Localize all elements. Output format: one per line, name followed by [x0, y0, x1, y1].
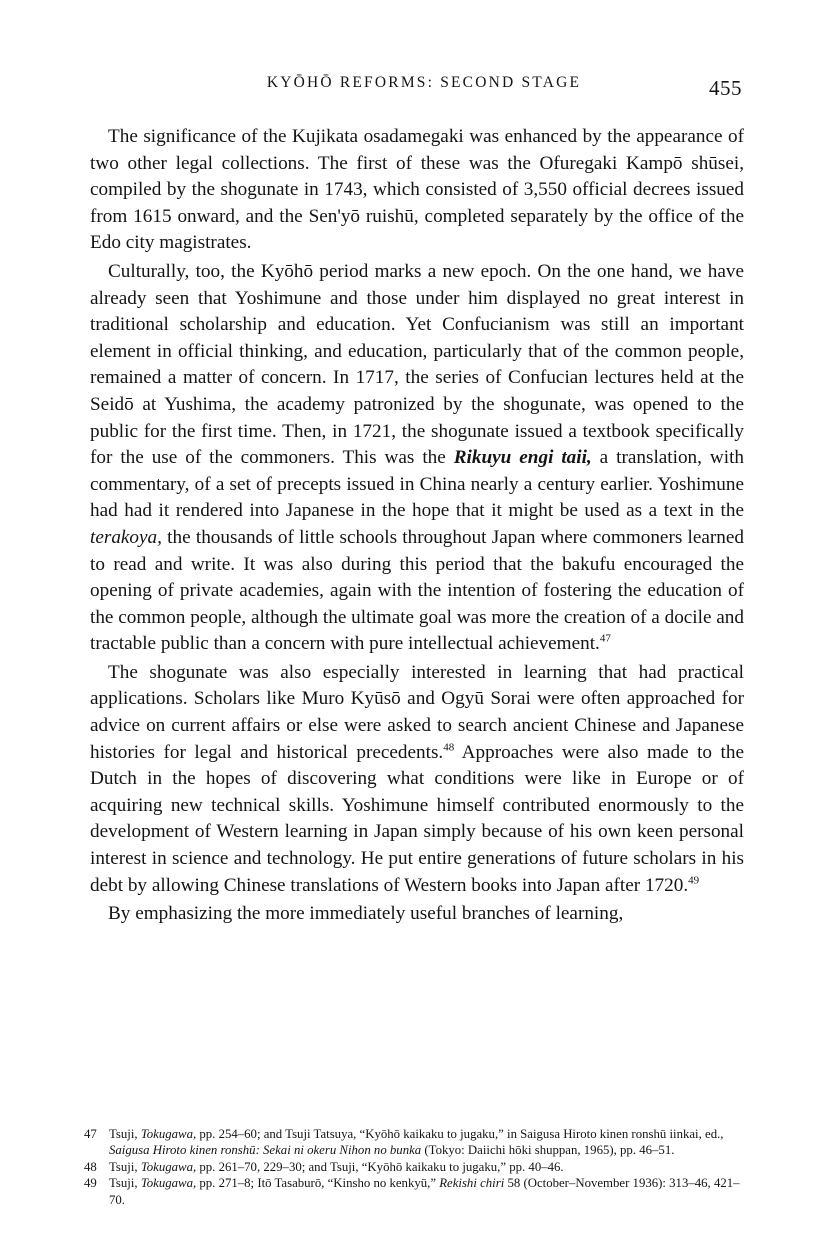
footnote-text: 58 (October–November 1936): 313–46, 421–70.	[109, 1176, 740, 1207]
paragraph-1-text: The significance of the Kujikata osadamegaki was enhanced by the appearance of two other legal collections. The first of these was the Ofuregaki Kampō shūsei, compiled by the shogunate in 1743, which consisted of 3,550 official decrees issued from 1615 onward, and the Sen'yō ruishū, completed separately by the office of the Edo city magistrates.	[90, 126, 744, 254]
footnote-text: pp. 254–60; and Tsuji Tatsuya, “Kyōhō kaikaku to jugaku,” in Saigusa Hiroto kinen ronshū iinkai, ed.,	[196, 1127, 724, 1141]
paragraph-2-text-e: the thousands of little schools throughout Japan where commoners learned to read and write. It was also during this period that the bakufu encouraged the opening of private academies, again with the intention of fostering the education of the common people, although the ultimate goal was more the creation of a docile and tractable public than a concern with pure intellectual achievement.	[90, 526, 744, 655]
paragraph-2-text-a: Culturally, too, the Kyōhō period marks a new epoch. On the one hand, we have already seen that Yoshimune and those under him displayed no great interest in traditional scholarship and education. Yet Confucianism was still an important element in official thinking, and education, particularly that of the common people, remained a matter of concern. In 1717, the series of Confucian lectures held at the Seidō at Yushima, the academy patronized by the shogunate, was opened to the public for the first time. Then, in 1721, the shogunate issued a textbook specifically for the use of the commoners. This was the	[90, 260, 744, 469]
footnote-citation-title: Tokugawa,	[140, 1176, 197, 1191]
footnote-text: (Tokyo: Daiichi hōki shuppan, 1965), pp. 46–51.	[421, 1143, 675, 1158]
footnote-47	[84, 1126, 746, 1159]
footnote-text: pp. 271–8; Itō Tasaburō, “Kinsho no kenkyū,”	[196, 1176, 440, 1191]
paragraph-3	[90, 660, 744, 899]
footnote-number: 47	[84, 1127, 97, 1141]
footnote-citation-title: Tokugawa,	[140, 1127, 197, 1141]
footnote-citation-title: Saigusa Hiroto kinen ronshū: Sekai ni okeru Nihon no bunka	[109, 1143, 422, 1158]
footnotes	[84, 1126, 746, 1208]
page-number: 455	[709, 76, 742, 100]
footnote-number: 48	[84, 1159, 97, 1174]
paragraph-2-text-c: a translation, with commentary, of a set of precepts issued in China nearly a century earlier. Yoshimune had had it rendered into Japanese in the hope that it might be used as a text in the	[90, 447, 745, 522]
paragraph-3-text-b: Approaches were also made to the Dutch in the hopes of discovering what conditions were like in Europe or of acquiring new technical skills. Yoshimune himself contributed enormously to the development of Western learning in Japan simply because of his own keen personal interest in science and technology. He put entire generations of future scholars in his debt by allowing Chinese translations of Western books into Japan after 1720.	[90, 741, 744, 896]
footnote-text: Tsuji,	[109, 1159, 141, 1174]
paragraph-3-text-a: The shogunate was also especially interested in learning that had practical applications. Scholars like Muro Kyūsō and Ogyū Sorai were often approached for advice on current affairs or else were asked to search ancient Chinese and Japanese histories for legal and historical precedents.	[90, 661, 744, 763]
footnote-text: Tsuji,	[109, 1176, 141, 1191]
footnote-ref-47[interactable]: 47	[599, 632, 611, 645]
footnote-48	[84, 1159, 746, 1175]
paragraph-4	[90, 901, 744, 928]
paragraph-2	[90, 259, 744, 658]
main-text	[90, 124, 744, 928]
footnote-citation-title: Rekishi chiri	[439, 1176, 505, 1191]
footnote-49	[84, 1175, 746, 1208]
footnote-ref-48[interactable]: 48	[443, 741, 455, 754]
rikuyu-title: Rikuyu engi taii,	[453, 447, 592, 469]
footnote-text: pp. 261–70, 229–30; and Tsuji, “Kyōhō kaikaku to jugaku,” pp. 40–46.	[196, 1159, 564, 1174]
footnote-text: Tsuji,	[109, 1127, 141, 1141]
footnote-ref-49[interactable]: 49	[688, 874, 700, 887]
footnote-citation-title: Tokugawa,	[140, 1159, 197, 1174]
terakoya-term: terakoya,	[90, 526, 162, 548]
paragraph-1	[90, 124, 744, 257]
chapter-title: KYŌHŌ REFORMS: SECOND STAGE	[266, 74, 582, 91]
paragraph-4-text: By emphasizing the more immediately useful branches of learning,	[108, 903, 624, 925]
footnote-number: 49	[84, 1176, 97, 1191]
running-head	[104, 74, 744, 98]
